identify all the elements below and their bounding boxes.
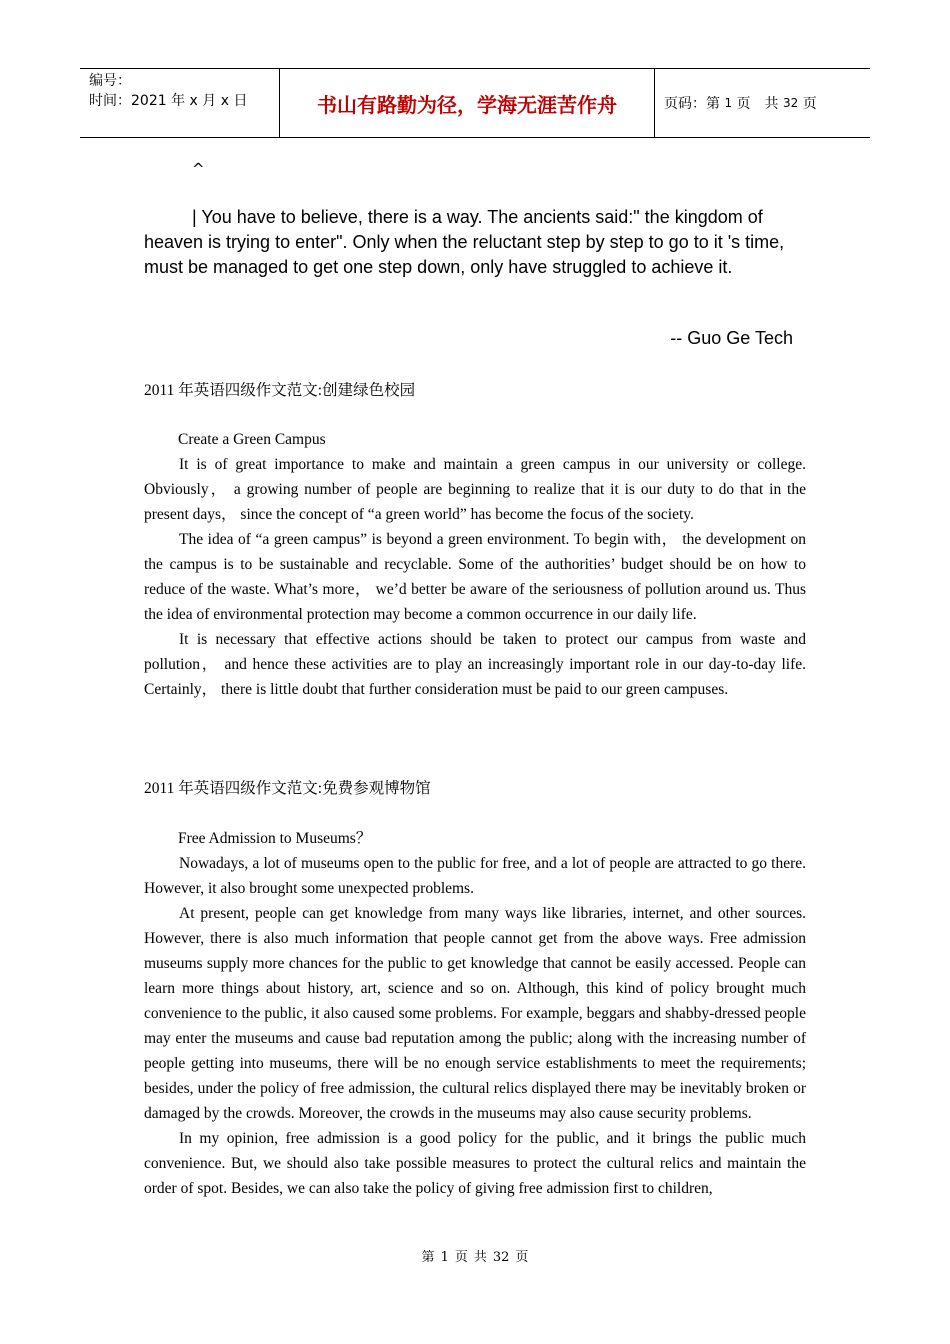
page-header xyxy=(80,68,870,138)
page-mid: 页 共 xyxy=(736,96,779,112)
essay1-paragraph: The idea of “a green campus” is beyond a green environment. To begin with， the development on the campus is to be sustainable and recyclable. Some of the authorities’ budget should be on how to reduce of the waste. What’s more， we’d better be aware of the seriousness of pollution around us. Thus the idea of environmental protection may become a common occurrence in our daily life. xyxy=(144,531,806,623)
page-label: 页码：第 xyxy=(664,96,720,112)
essay2-paragraph: In my opinion, free admission is a good policy for the public, and it brings the public much convenience. But, we should also take possible measures to protect the cultural relics and maintain the order of spot. Besides, we can also take the policy of giving free admission first to children, xyxy=(144,1130,806,1197)
date-text: 2021 年 x 月 x 日 xyxy=(131,93,248,109)
essay2-title: Free Admission to Museums？ xyxy=(178,830,372,847)
footer-label: 共 xyxy=(473,1250,487,1265)
essay2-paragraph: Nowadays, a lot of museums open to the public for free, and a lot of people are attracted to go there. However, it also brought some unexpected problems. xyxy=(144,855,806,897)
footer-label: 页 xyxy=(515,1250,529,1265)
essay1-paragraph: It is of great importance to make and maintain a green campus in our university or college. Obviously， a growing number of people are beginning to realize that it is our duty to do that in the present days， since the concept of “a green world” has become the focus of the society. xyxy=(144,456,806,523)
footer-total: 32 xyxy=(492,1250,510,1265)
footer-page: 1 xyxy=(440,1250,449,1265)
time-line xyxy=(89,91,279,111)
time-label: 时间： xyxy=(89,93,131,109)
essay1-title: Create a Green Campus xyxy=(178,431,326,448)
page-total: 32 xyxy=(783,96,799,110)
page-end: 页 xyxy=(802,96,817,112)
caret-mark: ^ xyxy=(192,160,205,178)
essay1-paragraph: It is necessary that effective actions should be taken to protect our campus from waste and pollution， and hence these activities are to play an increasingly important role in our day-to-day life. Certainly， there is little doubt that further consideration must be paid to our green campuses. xyxy=(144,631,806,698)
header-meta xyxy=(80,69,280,137)
page-footer xyxy=(0,1246,950,1265)
section2-heading: 2011 年英语四级作文范文:免费参观博物馆 xyxy=(144,780,431,797)
footer-label: 第 xyxy=(421,1250,435,1265)
header-motto: 书山有路勤为径，学海无涯苦作舟 xyxy=(280,69,655,137)
header-page-info xyxy=(655,69,870,137)
page-number: 1 xyxy=(724,96,733,110)
section1-body xyxy=(144,427,806,702)
section1-heading: 2011 年英语四级作文范文:创建绿色校园 xyxy=(144,382,416,399)
section2-body xyxy=(144,826,806,1201)
number-label: 编号： xyxy=(89,73,131,89)
intro-quote: | You have to believe, there is a way. The ancients said:" the kingdom of heaven is trying to enter". Only when the reluctant step by step to go to it 's time, must be managed to get one step down, only have struggled to achieve it. xyxy=(144,207,785,277)
essay2-paragraph: At present, people can get knowledge from many ways like libraries, internet, and other sources. However, there is also much information that people cannot get from the above ways. Free admission museums supply more chances for the public to get knowledge that cannot be easily accessed. People can learn more things about history, art, science and so on. Although, this kind of policy brought much convenience to the public, it also caused some problems. For example, beggars and shabby-dressed people may enter the museums and cause bad reputation among the public; along with the increasing number of people getting into museums, there will be no enough service establishments to meet the requirements; besides, under the policy of free admission, the cultural relics displayed there may be inevitably broken or damaged by the crowds. Moreover, the crowds in the museums may also cause security problems. xyxy=(144,905,806,1122)
footer-label: 页 xyxy=(454,1250,468,1265)
quote-signature: -- Guo Ge Tech xyxy=(670,328,793,348)
